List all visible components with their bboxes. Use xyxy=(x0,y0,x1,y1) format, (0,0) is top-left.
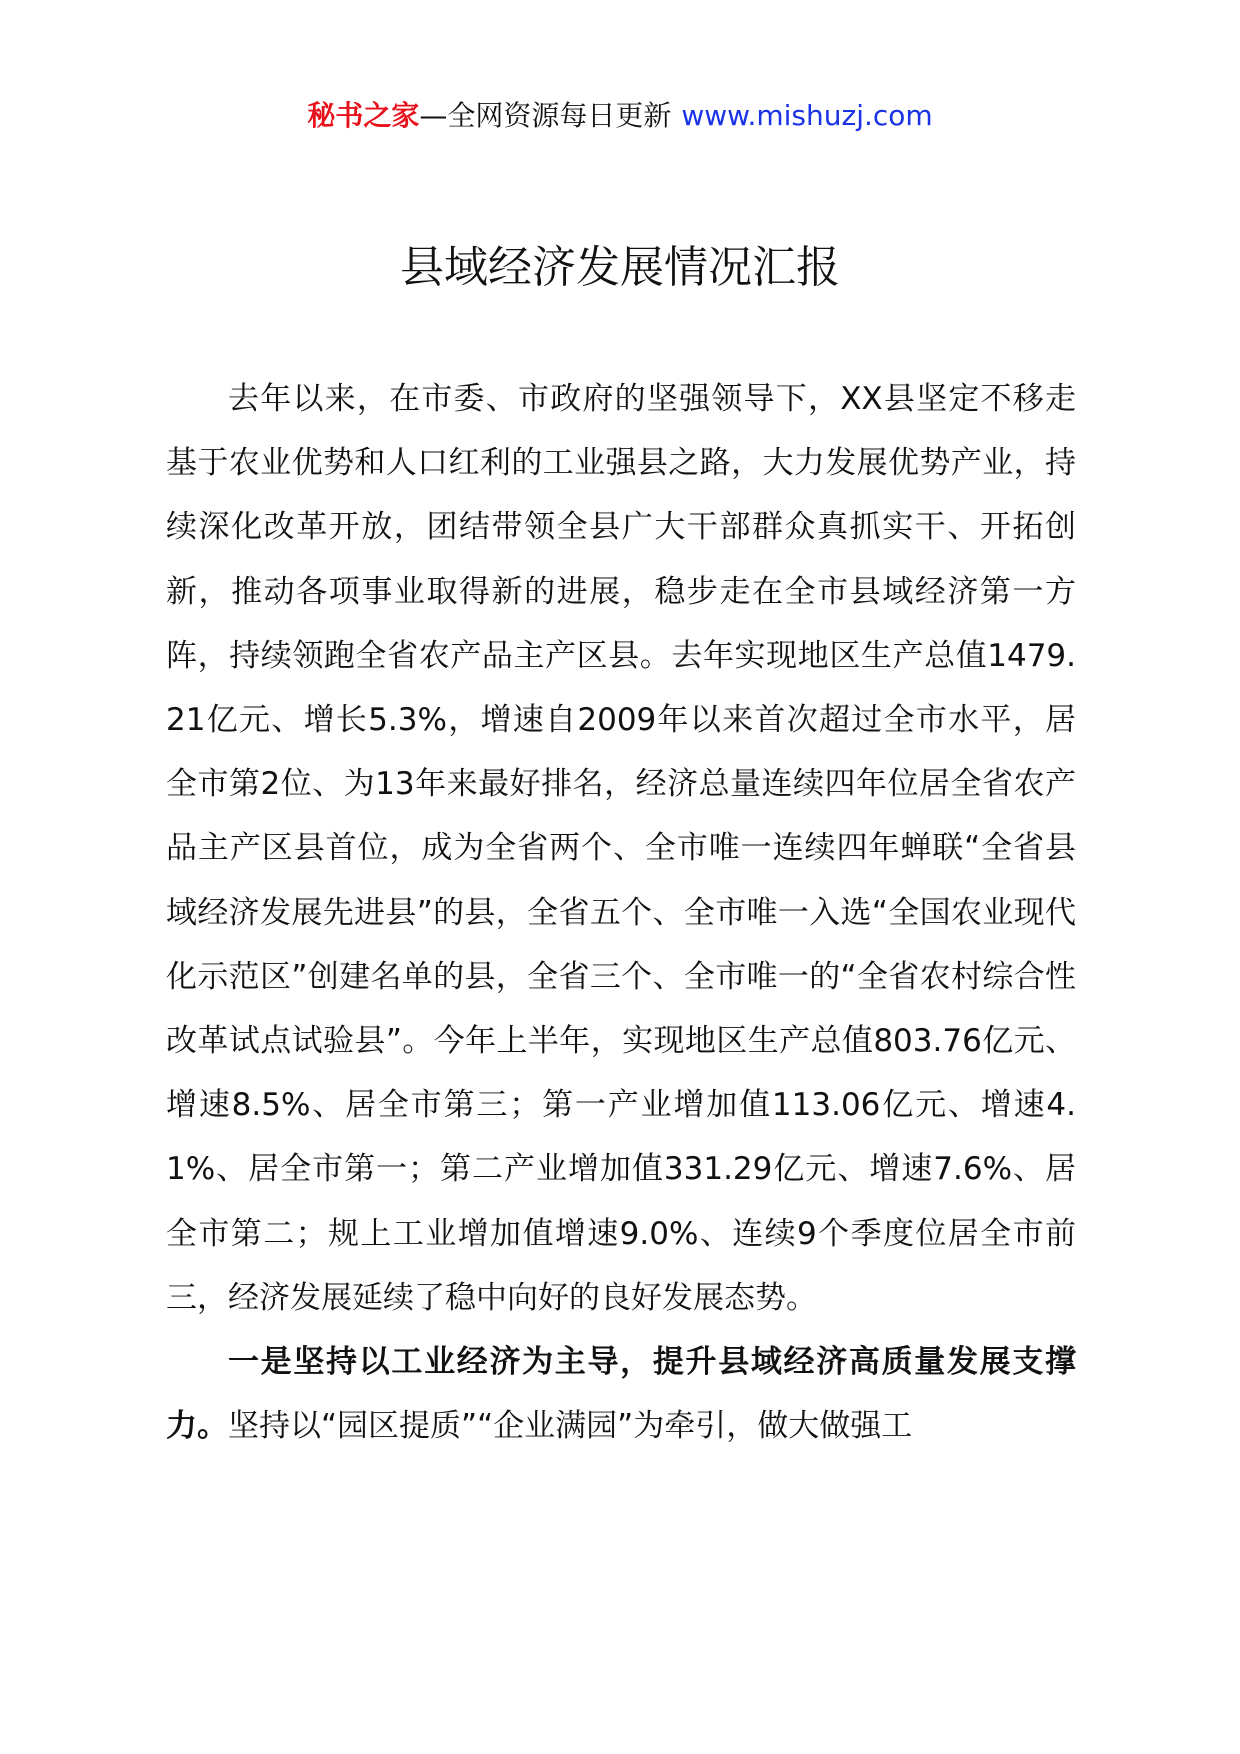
paragraph-point-one xyxy=(166,1330,1076,1458)
paragraph-intro xyxy=(166,367,1076,1330)
paragraph-text: 坚持以“园区提质”“企业满园”为牵引，做大做强工 xyxy=(228,1408,913,1445)
site-tagline: —全网资源每日更新 xyxy=(419,99,672,132)
site-brand: 秘书之家 xyxy=(307,99,420,132)
document-body xyxy=(166,367,1076,1458)
document-title: 县域经济发展情况汇报 xyxy=(400,242,840,293)
paragraph-lead: 一是坚持以工业经济为主导，提升县域经济高质量发展支撑力。 xyxy=(166,1344,1076,1445)
site-url-link[interactable]: www.mishuzj.com xyxy=(681,99,933,132)
site-header-banner xyxy=(0,96,1240,136)
paragraph-text: 去年以来，在市委、市政府的坚强领导下，XX县坚定不移走基于农业优势和人口红利的工业强县之路，大力发展优势产业，持续深化改革开放，团结带领全县广大干部群众真抓实干、开拓创新，推动各项事业取得新的进展，稳步走在全市县域经济第一方阵，持续领跑全省农产品主产区县。去年实现地区生产总值1479.21亿元、增长5.3%，增速自2009年以来首次超过全市水平，居全市第2位、为13年来最好排名，经济总量连续四年位居全省农产品主产区县首位，成为全省两个、全市唯一连续四年蝉联“全省县域经济发展先进县”的县，全省五个、全市唯一入选“全国农业现代化示范区”创建名单的县，全省三个、全市唯一的“全省农村综合性改革试点试验县”。今年上半年，实现地区生产总值803.76亿元、增速8.5%、居全市第三；第一产业增加值113.06亿元、增速4.1%、居全市第一；第二产业增加值331.29亿元、增速7.6%、居全市第二；规上工业增加值增速9.0%、连续9个季度位居全市前三，经济发展延续了稳中向好的良好发展态势。 xyxy=(166,381,1076,1316)
